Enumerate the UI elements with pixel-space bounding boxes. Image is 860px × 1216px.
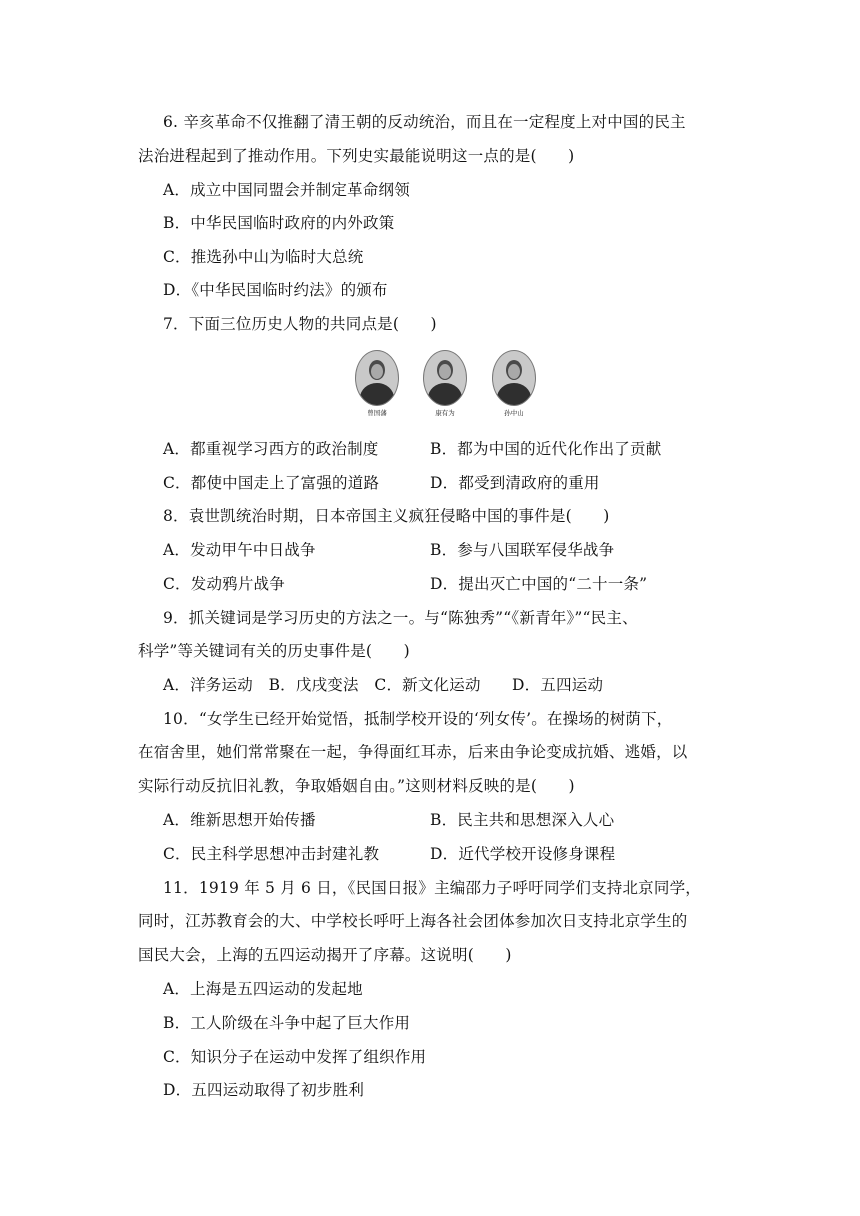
q10-option-d: D．近代学校开设修身课程 <box>430 845 616 863</box>
portrait-caption: 曾国藩 <box>367 409 387 417</box>
q7-portraits-figure <box>352 350 542 420</box>
portrait-photo <box>423 350 467 406</box>
q8-option-b: B．参与八国联军侵华战争 <box>430 541 615 559</box>
q10-option-c: C．民主科学思想冲击封建礼教 <box>163 845 380 863</box>
q8-option-a: A．发动甲午中日战争 <box>163 541 316 559</box>
q10-stem-line-3: 实际行动反抗旧礼教，争取婚姻自由。”这则材料反映的是( ) <box>138 777 575 795</box>
q9-options-line: A．洋务运动 B．戊戌变法 C．新文化运动 D．五四运动 <box>163 676 604 694</box>
q11-option-c: C．知识分子在运动中发挥了组织作用 <box>163 1048 427 1066</box>
q8-option-d: D．提出灭亡中国的“二十一条” <box>430 575 648 593</box>
q6-stem-line-2: 法治进程起到了推动作用。下列史实最能说明这一点的是( ) <box>138 147 575 165</box>
q10-stem-line-1: 10．“女学生已经开始觉悟，抵制学校开设的‘列女传’。在操场的树荫下， <box>163 710 673 728</box>
q10-stem-line-2: 在宿舍里，她们常常聚在一起，争得面红耳赤，后来由争论变成抗婚、逃婚，以 <box>138 743 688 761</box>
q6-option-d: D．《中华民国临时约法》的颁布 <box>163 281 388 299</box>
q6-option-a: A．成立中国同盟会并制定革命纲领 <box>163 181 410 199</box>
portrait-caption: 孙中山 <box>504 409 524 417</box>
q8-option-c: C．发动鸦片战争 <box>163 575 285 593</box>
portrait-zeng-guofan <box>354 350 400 417</box>
portrait-caption: 康有为 <box>435 409 455 417</box>
portrait-kang-youwei <box>422 350 468 417</box>
q7-option-d: D．都受到清政府的重用 <box>430 474 600 492</box>
q7-option-a: A．都重视学习西方的政治制度 <box>163 440 379 458</box>
q11-stem-line-2: 同时，江苏教育会的大、中学校长呼吁上海各社会团体参加次日支持北京学生的 <box>138 912 688 930</box>
portrait-photo <box>492 350 536 406</box>
q9-stem-line-1: 9．抓关键词是学习历史的方法之一。与“陈独秀”“《新青年》”“民主、 <box>163 609 638 627</box>
q8-stem-line-1: 8．袁世凯统治时期，日本帝国主义疯狂侵略中国的事件是( ) <box>163 507 610 525</box>
q10-option-a: A．维新思想开始传播 <box>163 811 316 829</box>
q6-option-c: C．推选孙中山为临时大总统 <box>163 248 364 266</box>
q11-option-a: A．上海是五四运动的发起地 <box>163 980 363 998</box>
q6-option-b: B．中华民国临时政府的内外政策 <box>163 214 395 232</box>
q7-option-c: C．都使中国走上了富强的道路 <box>163 474 380 492</box>
q11-stem-line-3: 国民大会，上海的五四运动揭开了序幕。这说明( ) <box>138 946 512 964</box>
q11-option-d: D．五四运动取得了初步胜利 <box>163 1081 365 1099</box>
portrait-sun-yat-sen <box>491 350 537 417</box>
q6-stem-line-1: 6. 辛亥革命不仅推翻了清王朝的反动统治，而且在一定程度上对中国的民主 <box>163 113 686 131</box>
q11-stem-line-1: 11．1919 年 5 月 6 日，《民国日报》主编邵力子呼吁同学们支持北京同学， <box>163 879 701 897</box>
q7-stem-line-1: 7．下面三位历史人物的共同点是( ) <box>163 315 437 333</box>
q10-option-b: B．民主共和思想深入人心 <box>430 811 615 829</box>
q11-option-b: B．工人阶级在斗争中起了巨大作用 <box>163 1014 411 1032</box>
q7-option-b: B．都为中国的近代化作出了贡献 <box>430 440 662 458</box>
q9-stem-line-2: 科学”等关键词有关的历史事件是( ) <box>138 642 410 660</box>
portrait-photo <box>355 350 399 406</box>
